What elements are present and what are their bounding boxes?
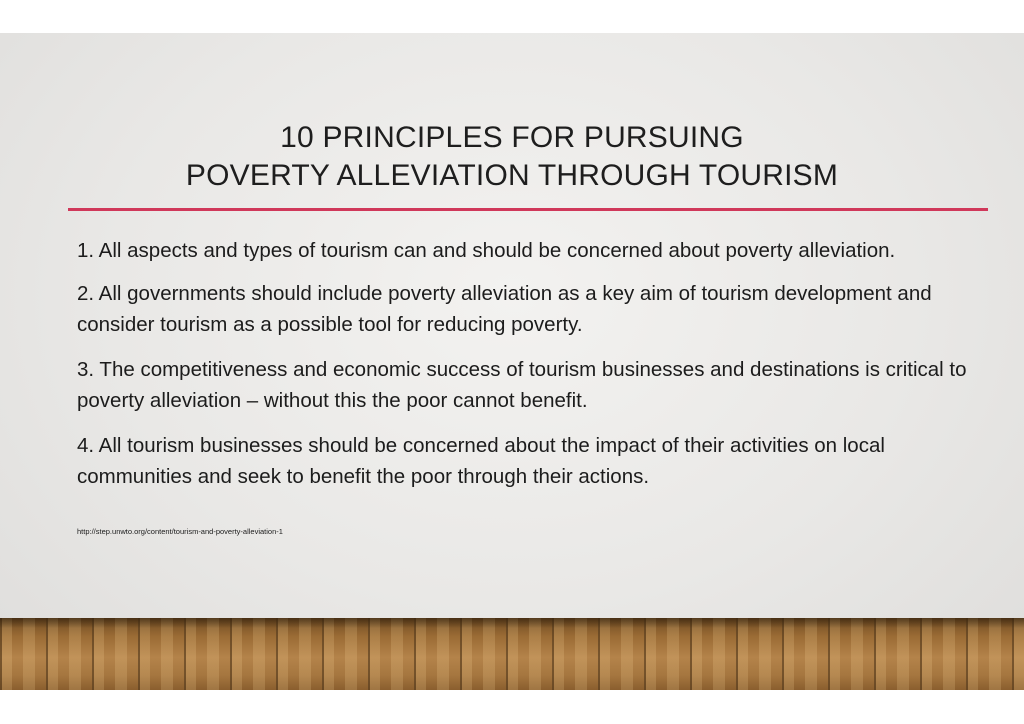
slide-title bbox=[0, 119, 1024, 195]
principle-3: 3. The competitiveness and economic success of tourism businesses and destinations is critical to poverty alleviation – without this the poor cannot benefit. bbox=[77, 358, 967, 412]
principle-1: 1. All aspects and types of tourism can and should be concerned about poverty alleviation. bbox=[77, 239, 896, 262]
title-line-1: 10 PRINCIPLES FOR PURSUING bbox=[280, 121, 744, 154]
slide bbox=[0, 33, 1024, 690]
floor-shadow bbox=[0, 618, 1024, 628]
title-divider bbox=[68, 208, 988, 211]
principle-2: 2. All governments should include poverty alleviation as a key aim of tourism development and consider tourism as a possible tool for reducing poverty. bbox=[77, 282, 932, 336]
wood-floor-decoration bbox=[0, 618, 1024, 690]
source-link[interactable]: http://step.unwto.org/content/tourism-and-poverty-alleviation-1 bbox=[77, 527, 283, 536]
principles-list bbox=[77, 235, 982, 506]
title-line-2: POVERTY ALLEVIATION THROUGH TOURISM bbox=[185, 159, 839, 192]
principle-4: 4. All tourism businesses should be concerned about the impact of their activities on local communities and seek to benefit the poor through their actions. bbox=[77, 434, 885, 488]
